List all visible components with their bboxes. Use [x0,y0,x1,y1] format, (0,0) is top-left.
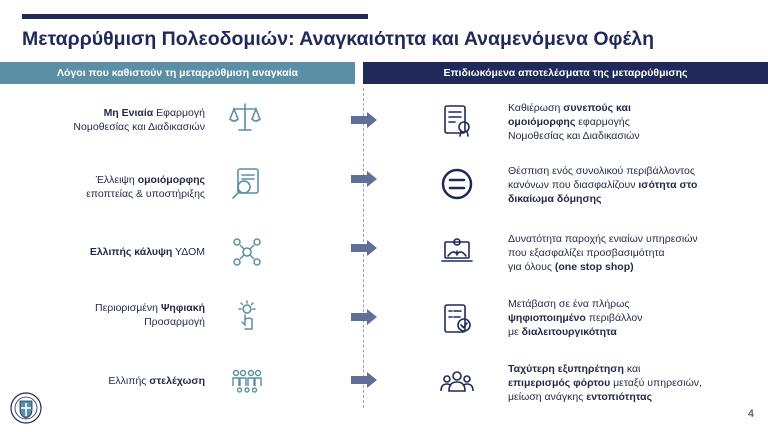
reason-1 [25,106,205,134]
result-3 [508,232,748,274]
reason-1-text-2: Νομοθεσίας και Διαδικασιών [73,121,205,133]
result-4-bold-2: διαλειτουργικότητα [521,326,617,338]
page-title: Μεταρρύθμιση Πολεοδομιών: Αναγκαιότητα και Αναμενόμενα Οφέλη [22,28,655,50]
header-results: Επιδιωκόμενα αποτελέσματα της μεταρρύθμισης [363,62,768,84]
arrow-icon [351,372,377,388]
reason-3 [25,245,205,259]
result-2-bold-2: δικαίωμα δόμησης [508,193,602,205]
reason-4-text: Περιορισμένη [95,302,161,314]
result-3-text-3: για όλους [508,261,555,273]
scales-icon [228,101,262,135]
reason-2-text: Έλλειψη [95,174,138,186]
result-1-text-2: εφαρμογής [575,116,630,128]
reason-2-bold: ομοιόμορφης [137,174,205,186]
result-5-text-2: μεταξύ υπηρεσιών, [610,377,702,389]
hellenic-republic-seal [10,392,42,424]
equal-circle-icon [440,167,474,201]
result-1-bold-2: ομοιόμορφης [508,116,576,128]
result-4-bold: ψηφιοποιημένο [508,312,586,324]
result-1-text: Καθιέρωση [508,102,564,114]
header-reasons: Λόγοι που καθιστούν τη μεταρρύθμιση αναγκαία [0,62,355,84]
result-2-bold: ισότητα στο [638,179,698,191]
page-number: 4 [747,408,754,420]
network-people-icon [230,235,264,269]
reason-5-text: Ελλιπής [108,375,150,387]
result-5-bold-2: επιμερισμός φόρτου [508,377,611,389]
document-search-icon [230,166,264,200]
arrow-icon [351,240,377,256]
result-4-text-2: περιβάλλον [585,312,643,324]
result-2-text-2: κανόνων που διασφαλίζουν [508,179,639,191]
arrow-icon [351,309,377,325]
result-5-text-3: μείωση ανάγκης [508,391,587,403]
result-2-text: Θέσπιση ενός συνολικού περιβάλλοντος [508,165,695,177]
team-people-icon [440,365,474,399]
digital-hand-icon [230,299,264,333]
reason-5 [25,374,205,388]
result-5-bold: Ταχύτερη εξυπηρέτηση [508,363,624,375]
reason-1-text: Εφαρμογή [153,107,205,119]
result-5-bold-3: εντοπιότητας [586,391,653,403]
result-1 [508,101,748,143]
staff-group-icon [230,364,264,398]
arrow-icon [351,112,377,128]
reason-3-bold: Ελλιπής κάλυψη [89,246,173,258]
reason-4-text-2: Προσαρμογή [144,316,205,328]
result-3-bold: (one stop shop) [554,261,634,273]
result-5 [508,362,748,404]
document-certificate-icon [440,103,474,137]
result-1-text-3: Νομοθεσίας και Διαδικασιών [508,130,640,142]
result-4 [508,297,748,339]
reason-1-bold: Μη Ενιαία [103,107,154,119]
arrow-icon [351,171,377,187]
checklist-document-icon [440,302,474,336]
laptop-location-icon [440,234,474,268]
reason-4 [25,301,205,329]
result-3-text-2: που εξασφαλίζει προσβασιμότητα [508,247,665,259]
reason-2 [25,173,205,201]
reason-3-text: ΥΔΟΜ [172,246,205,258]
result-3-text: Δυνατότητα παροχής ενιαίων υπηρεσιών [508,233,698,245]
result-4-text: Μετάβαση σε ένα πλήρως [508,298,630,310]
result-4-text-3: με [508,326,522,338]
result-2 [508,164,748,206]
reason-5-bold: στελέχωση [149,375,205,387]
result-1-bold: συνεπούς και [563,102,631,114]
reason-2-text-2: εποπτείας & υποστήριξης [86,188,205,200]
top-rule [22,14,368,19]
reason-4-bold: Ψηφιακή [160,302,205,314]
result-5-text: και [623,363,641,375]
